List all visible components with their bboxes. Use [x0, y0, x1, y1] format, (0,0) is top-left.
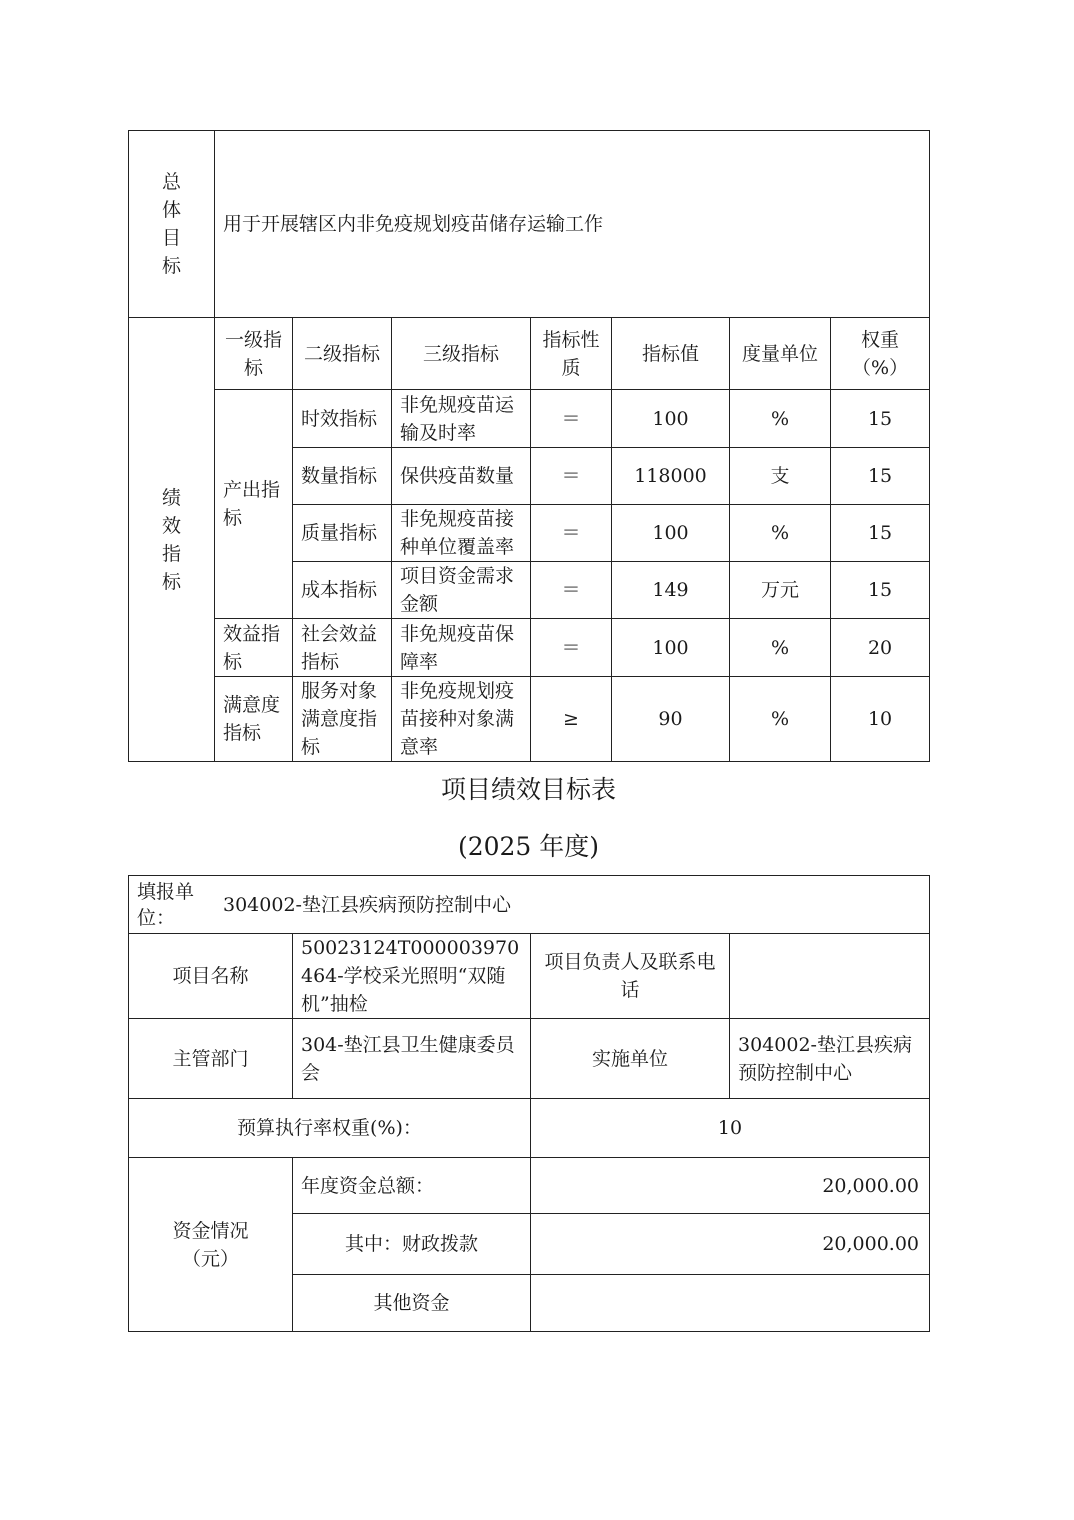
row-value: 100	[612, 619, 730, 677]
other-funds-label: 其他资金	[293, 1275, 531, 1332]
row-nature: ＝	[531, 390, 612, 448]
header-level2: 二级指标	[293, 318, 392, 390]
reporting-unit-row	[129, 876, 930, 934]
row-level3: 非免规疫苗保障率	[392, 619, 531, 677]
row-level3: 非免疫规划疫苗接种对象满意率	[392, 677, 531, 762]
row-weight: 15	[831, 448, 930, 505]
row-nature: ＝	[531, 448, 612, 505]
row-level3: 保供疫苗数量	[392, 448, 531, 505]
row-value: 100	[612, 505, 730, 562]
row-unit: %	[730, 390, 831, 448]
project-name-label: 项目名称	[129, 934, 293, 1019]
row-unit: %	[730, 505, 831, 562]
row-level3: 项目资金需求金额	[392, 562, 531, 619]
perf-indicator-label: 绩效指标	[129, 318, 215, 762]
group-satisfaction: 满意度指标	[215, 677, 293, 762]
row-level2: 成本指标	[293, 562, 392, 619]
row-unit: %	[730, 677, 831, 762]
budget-rate-value: 10	[531, 1099, 930, 1158]
row-level2: 社会效益指标	[293, 619, 392, 677]
row-weight: 15	[831, 505, 930, 562]
row-value: 149	[612, 562, 730, 619]
fiscal-value: 20,000.00	[531, 1214, 930, 1275]
fiscal-label: 其中：财政拨款	[293, 1214, 531, 1275]
overall-goal-label: 总体目标	[129, 131, 215, 318]
row-value: 100	[612, 390, 730, 448]
performance-goal-table	[128, 130, 930, 762]
impl-unit-value: 304002-垫江县疾病预防控制中心	[730, 1019, 930, 1099]
other-funds-value	[531, 1275, 930, 1332]
annual-total-label: 年度资金总额：	[293, 1158, 531, 1214]
row-level2: 数量指标	[293, 448, 392, 505]
row-weight: 15	[831, 390, 930, 448]
row-value: 118000	[612, 448, 730, 505]
budget-rate-label: 预算执行率权重(%)：	[129, 1099, 531, 1158]
contact-label: 项目负责人及联系电话	[531, 934, 730, 1019]
header-weight: 权重（%）	[831, 318, 930, 390]
row-nature: ＝	[531, 619, 612, 677]
row-unit: 支	[730, 448, 831, 505]
reporting-unit-value: 304002-垫江县疾病预防控制中心	[223, 893, 511, 916]
overall-goal-text: 用于开展辖区内非免疫规划疫苗储存运输工作	[215, 131, 930, 318]
project-name-value: 50023124T000003970464-学校采光照明“双随机”抽检	[293, 934, 531, 1019]
impl-unit-label: 实施单位	[531, 1019, 730, 1099]
header-level1: 一级指标	[215, 318, 293, 390]
contact-value	[730, 934, 930, 1019]
document-title: 项目绩效目标表	[440, 775, 616, 804]
row-weight: 10	[831, 677, 930, 762]
table-row	[129, 677, 930, 762]
row-level2: 时效指标	[293, 390, 392, 448]
row-value: 90	[612, 677, 730, 762]
row-level3: 非免规疫苗接种单位覆盖率	[392, 505, 531, 562]
dept-label: 主管部门	[129, 1019, 293, 1099]
row-weight: 15	[831, 562, 930, 619]
header-unit: 度量单位	[730, 318, 831, 390]
row-nature: ＝	[531, 562, 612, 619]
row-nature: ＝	[531, 505, 612, 562]
row-weight: 20	[831, 619, 930, 677]
group-benefit: 效益指标	[215, 619, 293, 677]
table-row	[129, 390, 930, 448]
header-nature: 指标性质	[531, 318, 612, 390]
header-value: 指标值	[612, 318, 730, 390]
row-unit: %	[730, 619, 831, 677]
group-output: 产出指标	[215, 390, 293, 619]
row-level3: 非免规疫苗运输及时率	[392, 390, 531, 448]
annual-total-value: 20,000.00	[531, 1158, 930, 1214]
project-info-table	[128, 875, 930, 1332]
dept-value: 304-垫江县卫生健康委员会	[293, 1019, 531, 1099]
row-nature: ≥	[531, 677, 612, 762]
row-level2: 服务对象满意度指标	[293, 677, 392, 762]
header-level3: 三级指标	[392, 318, 531, 390]
table-row	[129, 619, 930, 677]
row-level2: 质量指标	[293, 505, 392, 562]
funds-label: 资金情况（元）	[129, 1158, 293, 1332]
row-unit: 万元	[730, 562, 831, 619]
reporting-unit-label: 填报单位：	[137, 880, 195, 929]
document-year: (2025 年度)	[457, 832, 600, 861]
